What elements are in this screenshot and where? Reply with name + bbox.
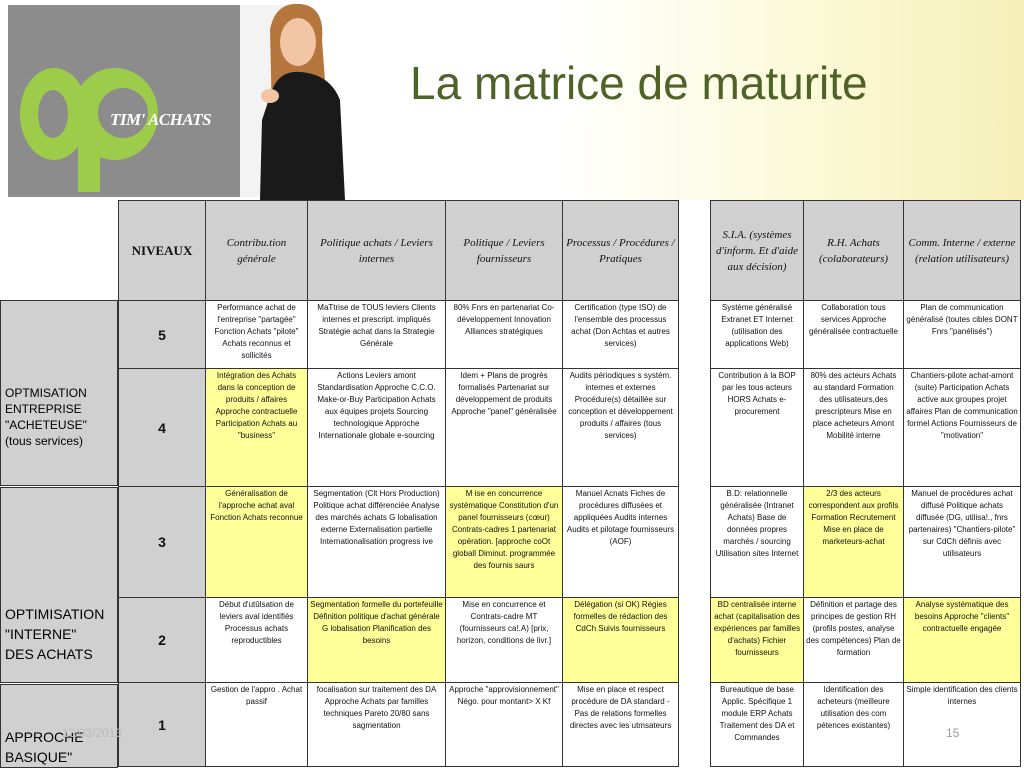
cell-5-processus: Certification (type ISO) de l'ensemble des processus achat (Don Achtas et autres services) (563, 301, 679, 369)
cell-2-processus: Délégation (si OK) Régies formelles de rédaction des CdCh Suivis fournisseurs (563, 598, 679, 683)
cell-1-fournisseurs: Approche "approvisionnement" Négo. pour montant> X Kf (446, 683, 563, 767)
header-rh: R.H. Achats (colaborateurs) (804, 201, 904, 301)
header-comm: Comm. Interne / externe (relation utilisateurs) (904, 201, 1021, 301)
header-processus: Processus / Procédures / Pratiques (563, 201, 679, 301)
cell-5-fournisseurs: 80% Fnrs en partenariat Co-développement Innovation Alliances stratégiques (446, 301, 563, 369)
cell-3-fournisseurs: M ise en concurrence systématique Constitution d'un panel fournisseurs (cœur) Contrats-cadres 1 partenariat opération. [approche coOt globall Diminut. programmée des fournis saurs (446, 487, 563, 598)
cell-5-comm: Plan de communication généralisé (toutes cibles DONT Fnrs "panélisés") (904, 301, 1021, 369)
cell-1-contribution: Gestion de l'appro . Achat passif (206, 683, 308, 767)
cell-4-rh: 80% des acteurs Achats au standard Formation des utilisateurs,des prescripteurs Mise en place acheteurs Amont Mobilité interne (804, 369, 904, 487)
matrix-table-right (710, 200, 1021, 767)
logo-o-hole (38, 90, 68, 138)
cell-1-comm: Simple identification des clients internes (904, 683, 1021, 767)
cell-4-sia: Contribution à la BOP par les tous acteurs HORS Achats e-procurement (711, 369, 804, 487)
cell-5-contribution: Performance achat de l'entreprise "partagée" Fonction Achats "pilote" Achats reconnus et sollicités (206, 301, 308, 369)
header-contribution: Contribu.tion générale (206, 201, 308, 301)
level-1: 1 (119, 683, 206, 767)
cell-2-sia: BD centralisée interne achat (capitalisation des expériences par familles d'achats) Fichier fournisseurs (711, 598, 804, 683)
header-fournisseurs: Politique / Leviers fournisseurs (446, 201, 563, 301)
cell-5-rh: Collaboration tous services Approche généralisée contractuelle (804, 301, 904, 369)
level-5: 5 (119, 301, 206, 369)
cell-2-comm: Analyse systématique des besoins Approche "clients" contractuelle engagée (904, 598, 1021, 683)
logo-text: TIM' ACHATS (110, 110, 212, 129)
cell-3-processus: Manuel Acnats Fiches de procédures diffusées et appliquées Audits internes Audits et pilotage fournisseurs (AOF) (563, 487, 679, 598)
cell-3-rh: 2/3 des acteurs correspondent aux profils Formation Recrutement Mise en place de marketeurs-achat (804, 487, 904, 598)
group-entreprise (0, 300, 118, 486)
slide-date: 13/03/2013 (62, 726, 123, 740)
cell-4-politique: Actions Leviers amont Standardisation Approche C.C.O. Make-or-Buy Participation Achats aux équipes projets Sourcing technologique Approche Internationale globale e-sourcing (308, 369, 446, 487)
cell-4-comm: Chantiers-pilote achat-amont (suite) Participation Achats active aux groupes projet affaires Plan de communication formel Actions Fournisseurs de "motivation" (904, 369, 1021, 487)
cell-3-contribution: Généralisation de l'approche achat aval Fonction Achats reconnue (206, 487, 308, 598)
cell-3-politique: Segmentation (Clt Hors Production) Politique achat différenciée Analyse des marchés achats G lobalisation externe Externalisation partielle Internationalisation progress ive (308, 487, 446, 598)
group-label-entreprise: OPTMISATION ENTREPRISE "ACHETEUSE" (tous services) (5, 386, 87, 448)
cell-2-contribution: Début d'utûlsation de leviers aval identifiés Processus achats reproductibles (206, 598, 308, 683)
matrix-table-left (118, 200, 679, 767)
level-2: 2 (119, 598, 206, 683)
level-3: 3 (119, 487, 206, 598)
header-sia: S.I.A. (systèmes d'inform. Et d'aide aux décision) (711, 201, 804, 301)
cell-4-fournisseurs: Idem + Plans de progrès formalisés Partenariat sur développement de produits Approche "panel" généralisée (446, 369, 563, 487)
cell-4-processus: Audits périodiques s systém. internes et externes Procédure(s) détaillée sur conception et développement produits / affaires (tous services) (563, 369, 679, 487)
cell-5-sia: Système généralisé Extranet ET Internet (utilisation des applications Web) (711, 301, 804, 369)
cell-4-contribution: Intégration des Achats dans la conception de produits / affaires Approche contractuelle Participation Achats au "business" (206, 369, 308, 487)
group-label-interne: OPTIMISATION "INTERNE" DES ACHATS (5, 606, 105, 662)
cell-1-processus: Mise en place et respect procédure de DA standard - Pas de relations formelles directes avec les utmsateurs (563, 683, 679, 767)
cell-3-sia: B.D: relationnelle généralisée (Intranet Achats) Base de données propres marchés / sourcing Utilisation sites Internet (711, 487, 804, 598)
cell-1-politique: focalisation sur traitement des DA Approche Achats par familles techniques Pareto 20/80 sans sagmentation (308, 683, 446, 767)
level-4: 4 (119, 369, 206, 487)
cell-2-politique: Segmentation formelle du portefeuille Définition politique d'achat générale G lobalisation Planification des besoins (308, 598, 446, 683)
group-label-basique: APPROCHE BASIQUE" (5, 729, 84, 765)
cell-3-comm: Manuel de procédures achat diffusé Politique achats diffusée (DG, utilisa!., fnrs partenaires) "Chantiers-pilote" sur CdCh définis avec utilisateurs (904, 487, 1021, 598)
cell-1-rh: Identification des acheteurs (meilleure utilisation des com pétences existantes) (804, 683, 904, 767)
page-number: 15 (946, 726, 960, 740)
cell-5-politique: MaTtrise de TOUS leviers Clients internes et prescript. impliqués Stratégie achat dans la Strategie Générale (308, 301, 446, 369)
woman-photo (250, 0, 350, 200)
slide-title: La matrice de maturite (410, 57, 868, 109)
header-niveaux: NIVEAUX (119, 201, 206, 301)
cell-1-sia: Bureautique de base Applic. Spécifique 1 module ERP Achats Traitement des DA et Commandes (711, 683, 804, 767)
group-interne (0, 487, 118, 683)
cell-2-fournisseurs: Mise en concurrence et Contrats-cadre MT (fournisseurs ca!.A) [prix, horizon, conditions de livr.] (446, 598, 563, 683)
header-politique: Politique achats / Leviers internes (308, 201, 446, 301)
cell-2-rh: Définition et partage des principes de gestion RH (profils postes, analyse des compétences) Plan de formation (804, 598, 904, 683)
